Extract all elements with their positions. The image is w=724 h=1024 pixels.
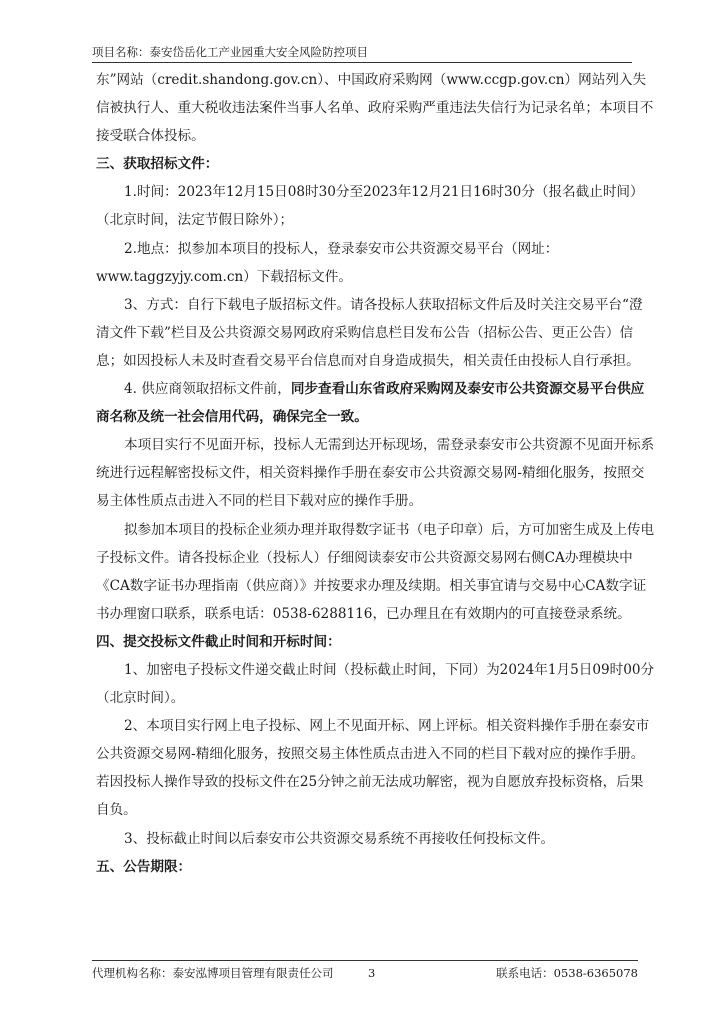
document-body xyxy=(96,66,656,881)
supplier-check-bold: 同步查看山东省政府采购网及泰安市公共资源交易平台供应商名称及统一社会信用代码，确保完全一致。 xyxy=(96,381,645,426)
paragraph-time: 1.时间：2023年12月15日08时30分至2023年12月21日16时30分（报名截止时间）（北京时间，法定节假日除外）； xyxy=(96,184,644,229)
page-footer xyxy=(92,960,638,980)
paragraph-method: 3、方式：自行下载电子版招标文件。请各投标人获取招标文件后及时关注交易平台“澄清文件下载”栏目及公共资源交易网政府采购信息栏目发布公告（招标公告、更正公告）信息；如因投标人未及时查看交易平台信息而对自身造成损失，相关责任由投标人自行承担。 xyxy=(96,296,643,369)
heading-section-4: 四、提交投标文件截止时间和开标时间： xyxy=(96,633,341,650)
paragraph-location: 2.地点：拟参加本项目的投标人，登录泰安市公共资源交易平台（网址：www.taggzyjy.com.cn）下载招标文件。 xyxy=(96,240,559,285)
page-number: 3 xyxy=(368,966,376,980)
paragraph-deadline: 1、加密电子投标文件递交截止时间（投标截止时间，下同）为2024年1月5日09时00分（北京时间）。 xyxy=(96,661,655,707)
paragraph-online-bidding: 2、本项目实行网上电子投标、网上不见面开标、网上评标。相关资料操作手册在泰安市公共资源交易网-精细化服务，按照交易主体性质点击进入不同的栏目下载对应的操作手册。若因投标人操作导致的投标文件在25分钟之前无法成功解密，视为自愿放弃投标资格，后果自负。 xyxy=(96,718,650,819)
paragraph-supplier-check xyxy=(96,375,656,431)
heading-section-5: 五、公告期限： xyxy=(96,858,192,875)
paragraph-eligibility-cont: 东”网站（credit.shandong.gov.cn）、中国政府采购网（www.ccgp.gov.cn）网站列入失信被执行人、重大税收违法案件当事人名单、政府采购严重违法失信行为记录名单；本项目不接受联合体投标。 xyxy=(96,72,654,145)
paragraph-remote-opening: 本项目实行不见面开标，投标人无需到达开标现场，需登录泰安市公共资源不见面开标系统进行远程解密投标文件，相关资料操作手册在泰安市公共资源交易网-精细化服务，按照交易主体性质点击进入不同的栏目下载对应的操作手册。 xyxy=(96,437,655,510)
paragraph-ca-certificate: 拟参加本项目的投标企业须办理并取得数字证书（电子印章）后，方可加密生成及上传电子投标文件。请各投标企业（投标人）仔细阅读泰安市公共资源交易网右侧CA办理模块中《CA数字证书办理指南（供应商）》并按要求办理及续期。相关事宜请与交易中心CA数字证书办理窗口联系，联系电话：0538-6288116，已办理且在有效期内的可直接登录系统。 xyxy=(96,521,655,622)
page-header xyxy=(92,44,632,63)
footer-agency: 代理机构名称：泰安泓博项目管理有限责任公司 xyxy=(92,966,334,980)
supplier-check-normal: 4. 供应商领取招标文件前， xyxy=(124,381,291,398)
paragraph-late-bids: 3、投标截止时间以后泰安市公共资源交易系统不再接收任何投标文件。 xyxy=(124,830,555,847)
header-project-name: 项目名称：泰安岱岳化工产业园重大安全风险防控项目 xyxy=(92,45,368,59)
heading-section-3: 三、获取招标文件： xyxy=(96,156,219,173)
footer-contact: 联系电话：0538-6365078 xyxy=(496,966,638,980)
